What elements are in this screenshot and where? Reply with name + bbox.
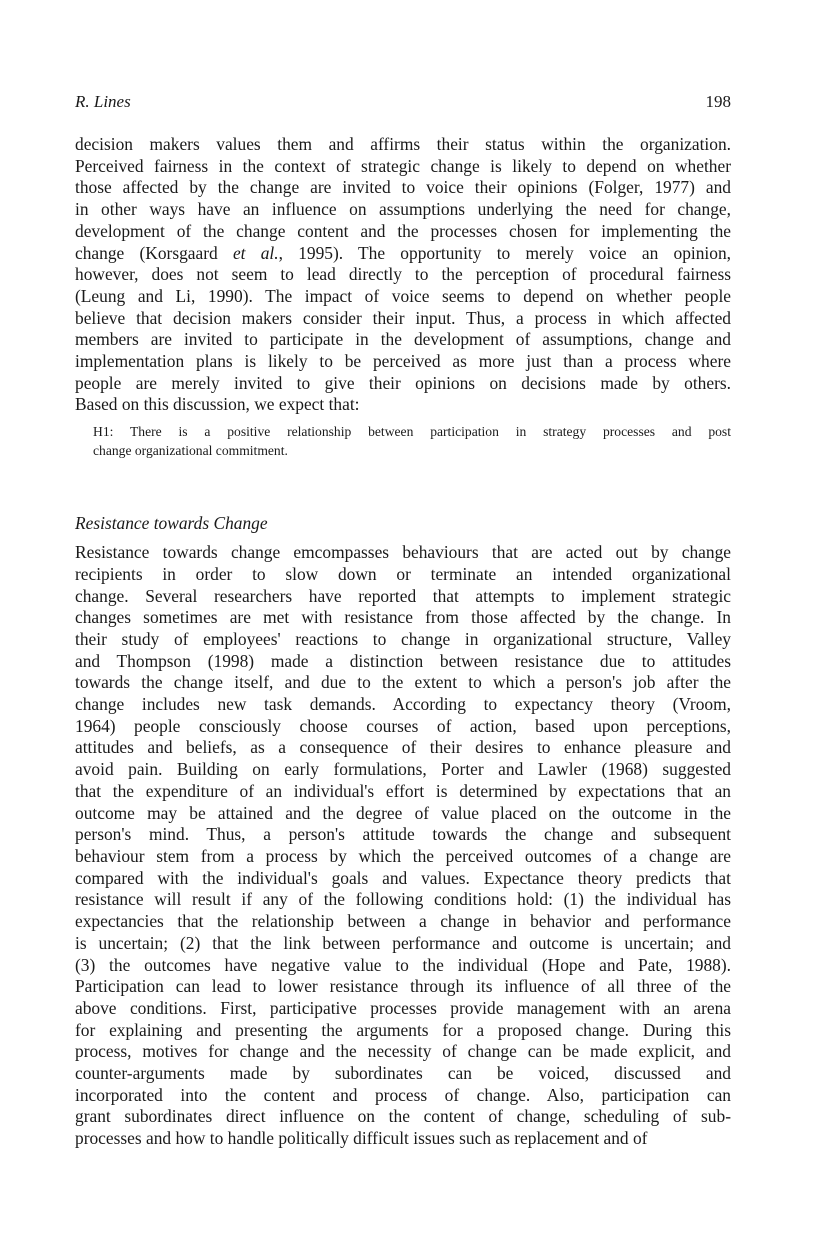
text-line: avoid pain. Building on early formulations, Porter and Lawler (1968) suggested	[75, 759, 731, 780]
italic-et-al: et al.	[232, 242, 279, 263]
paragraph-resistance	[75, 542, 731, 1150]
text-line: resistance will result if any of the following conditions hold: (1) the individual has	[75, 889, 731, 910]
text-line: towards the change itself, and due to the extent to which a person's job after the	[75, 672, 731, 693]
text-line: change. Several researchers have reported that attempts to implement strategic	[75, 585, 731, 606]
text-line: and Thompson (1998) made a distinction between resistance due to attitudes	[75, 650, 731, 671]
text-line: compared with the individual's goals and values. Expectance theory predicts that	[75, 867, 731, 888]
hypothesis-h1	[93, 423, 731, 460]
text-line: behaviour stem from a process by which the perceived outcomes of a change are	[75, 845, 731, 866]
text-line: however, does not seem to lead directly to the perception of procedural fairness	[75, 264, 731, 285]
text-line: that the expenditure of an individual's effort is determined by expectations that an	[75, 780, 731, 801]
text-line: is uncertain; (2) that the link between performance and outcome is uncertain; and	[75, 932, 731, 953]
text-line: outcome may be attained and the degree of value placed on the outcome in the	[75, 802, 731, 823]
page-number: 198	[705, 92, 731, 111]
text-line: implementation plans is likely to be perceived as more just than a process where	[75, 351, 731, 372]
text-line: recipients in order to slow down or terminate an intended organizational	[75, 563, 731, 584]
text-line: changes sometimes are met with resistance from those affected by the change. In	[75, 607, 731, 628]
text-line: person's mind. Thus, a person's attitude towards the change and subsequent	[75, 824, 731, 845]
text-line: change includes new task demands. According to expectancy theory (Vroom,	[75, 694, 731, 715]
text-line: their study of employees' reactions to change in organizational structure, Valley	[75, 628, 731, 649]
text-line: processes and how to handle politically difficult issues such as replacement and of	[75, 1128, 648, 1149]
text-line: (Leung and Li, 1990). The impact of voice seems to depend on whether people	[75, 285, 731, 306]
text-line: members are invited to participate in the development of assumptions, change and	[75, 329, 731, 350]
text-line: 1964) people consciously choose courses of action, based upon perceptions,	[75, 715, 731, 736]
text-line: process, motives for change and the necessity of change can be made explicit, and	[75, 1041, 731, 1062]
text-line: decision makers values them and affirms their status within the organization.	[75, 134, 731, 154]
text-line: expectancies that the relationship between a change in behavior and performance	[75, 911, 731, 932]
text-line: counter-arguments made by subordinates can be voiced, discussed and	[75, 1063, 731, 1084]
text-line: Participation can lead to lower resistance through its influence of all three of the	[75, 976, 731, 997]
text-line: people are merely invited to give their opinions on decisions made by others.	[75, 372, 731, 393]
text-line: in other ways have an influence on assumptions underlying the need for change,	[75, 199, 731, 220]
hypothesis-line: H1: There is a positive relationship between participation in strategy processes and post	[93, 424, 731, 440]
text-line: those affected by the change are invited to voice their opinions (Folger, 1977) and	[75, 177, 731, 198]
paragraph-procedural-fairness	[75, 134, 731, 416]
text-line: Resistance towards change emcompasses behaviours that are acted out by change	[75, 542, 731, 563]
section-heading: Resistance towards Change	[75, 513, 268, 534]
text-line: for explaining and presenting the arguments for a proposed change. During this	[75, 1019, 731, 1040]
hypothesis-line: change organizational commitment.	[93, 442, 288, 458]
text-line: incorporated into the content and process of change. Also, participation can	[75, 1084, 731, 1105]
page	[75, 92, 731, 1150]
running-head-author: R. Lines	[75, 92, 131, 111]
running-head	[75, 92, 731, 116]
text-line: Based on this discussion, we expect that:	[75, 394, 360, 415]
text-line: grant subordinates direct influence on the content of change, scheduling of sub-	[75, 1106, 731, 1127]
text-line: (3) the outcomes have negative value to the individual (Hope and Pate, 1988).	[75, 954, 731, 975]
text-line: attitudes and beliefs, as a consequence of their desires to enhance pleasure and	[75, 737, 731, 758]
text-line: believe that decision makers consider their input. Thus, a process in which affected	[75, 307, 731, 328]
text-line: change (Korsgaard et al., 1995). The opportunity to merely voice an opinion,	[75, 242, 731, 263]
text-line: Perceived fairness in the context of strategic change is likely to depend on whether	[75, 155, 731, 176]
text-line: development of the change content and the processes chosen for implementing the	[75, 220, 731, 241]
text-line: above conditions. First, participative processes provide management with an arena	[75, 997, 731, 1018]
